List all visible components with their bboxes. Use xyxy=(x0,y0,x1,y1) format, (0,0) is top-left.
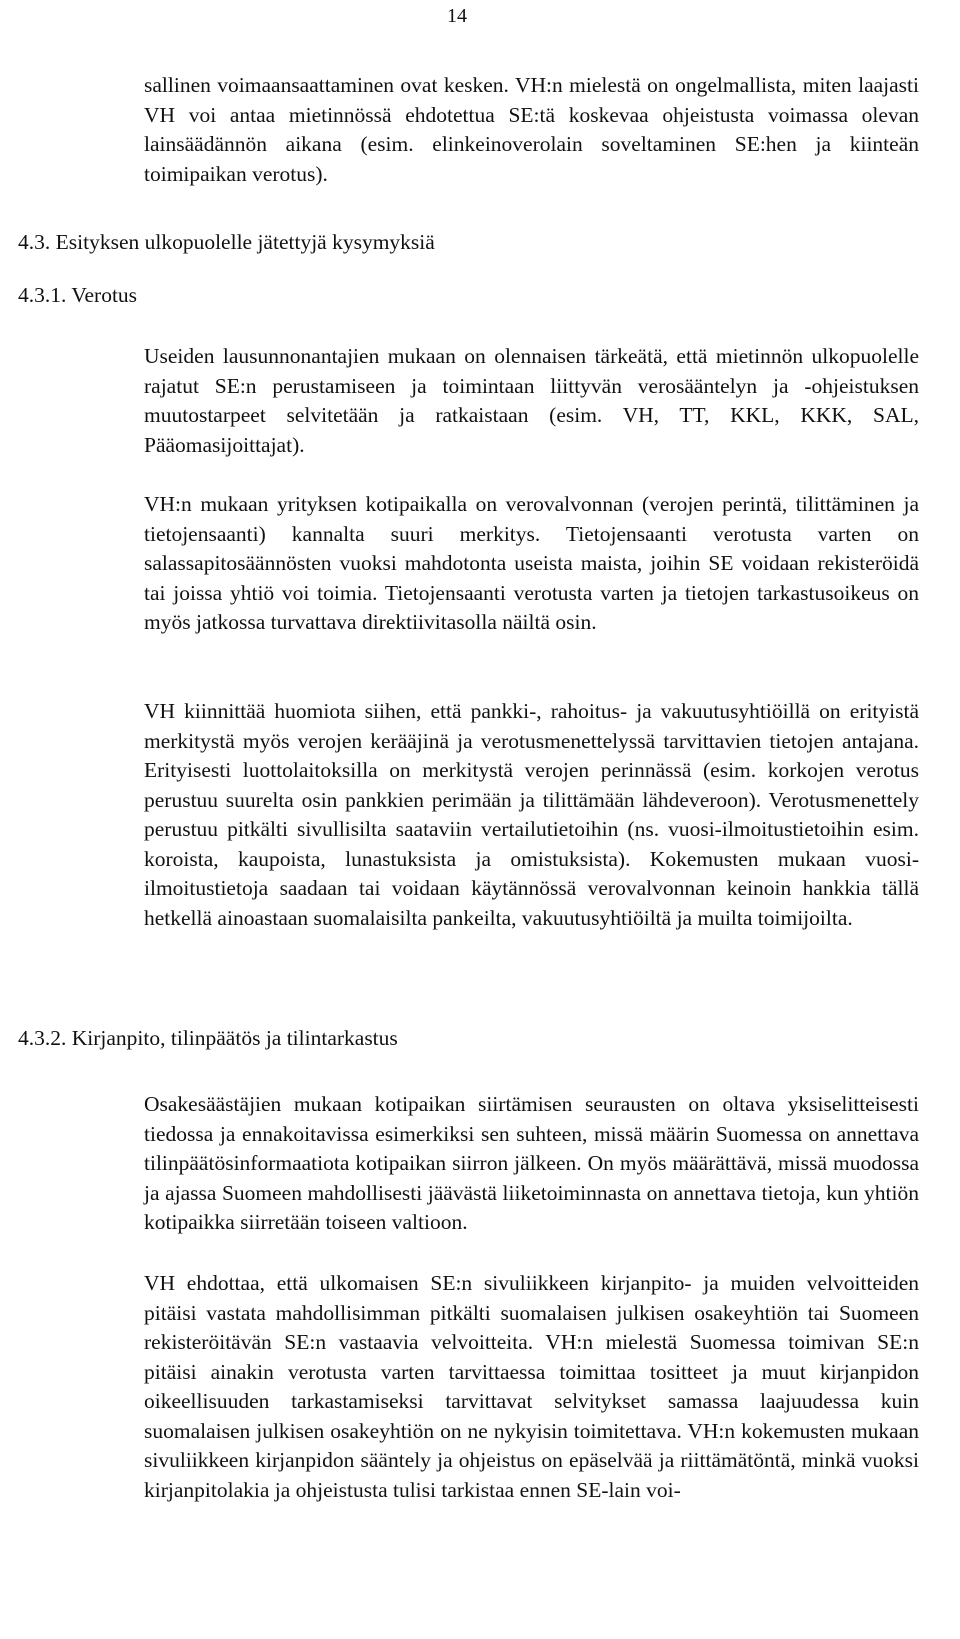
paragraph-verotus-3: VH kiinnittää huomiota siihen, että pankki-, rahoitus- ja vakuutusyhtiöillä on erityistä merkitystä myös verojen kerääjinä ja verotusmenettelyssä tarvittavien tietojen antajana. Erityisesti luottolaitoksilla on merkitystä verojen perinnässä (esim. korkojen verotus perustuu suurelta osin pankkien perimään ja tilittämään lähdeveroon). Verotusmenettely perustuu pitkälti sivullisilta saataviin vertailutietoihin (ns. vuosi-ilmoitustietoihin esim. koroista, kaupoista, lunastuksista ja omistuksista). Kokemusten mukaan vuosi-ilmoitustietoja saadaan tai voidaan käytännössä verovalvonnan keinoin hankkia tällä hetkellä ainoastaan suomalaisilta pankeilta, vakuutusyhtiöiltä ja muilta toimijoilta. xyxy=(144,699,919,930)
paragraph-verotus-1: Useiden lausunnonantajien mukaan on olennaisen tärkeätä, että mietinnön ulkopuolelle rajatut SE:n perustamiseen ja toimintaan liittyvän verosääntelyn ja -ohjeistuksen muutostarpeet selvitetään ja ratkaistaan (esim. VH, TT, KKL, KKK, SAL, Pääomasijoittajat). xyxy=(144,344,919,457)
paragraph-kirjanpito-1: Osakesäästäjien mukaan kotipaikan siirtämisen seurausten on oltava yksiselitteisesti tiedossa ja ennakoitavissa esimerkiksi sen suhteen, missä määrin Suomessa on annettava tilinpäätösinformaatiota kotipaikan siirron jälkeen. On myös määrättävä, missä muodossa ja ajassa Suomeen mahdollisesti jäävästä liiketoiminnasta on annettava tietoja, kun yhtiön kotipaikka siirretään toiseen valtioon. xyxy=(144,1092,919,1234)
paragraph-kirjanpito-2: VH ehdottaa, että ulkomaisen SE:n sivuliikkeen kirjanpito- ja muiden velvoitteiden pitäisi vastata mahdollisimman pitkälti suomalaisen julkisen osakeyhtiön tai Suomeen rekisteröitävän SE:n vastaavia velvoitteita. VH:n mielestä Suomessa toimivan SE:n pitäisi ainakin verotusta varten tarvittaessa toimittaa tositteet ja muut kirjanpidon oikeellisuuden tarkastamiseksi tarvittavat selvitykset samassa laajuudessa kuin suomalaisen julkisen osakeyhtiön on ne nykyisin toimitettava. VH:n kokemusten mukaan sivuliikkeen kirjanpidon sääntely ja ohjeistus on epäselvää ja riittämätöntä, minkä vuoksi kirjanpitolakia ja ohjeistusta tulisi tarkistaa ennen SE-lain voi- xyxy=(144,1271,919,1502)
paragraph-verotus-2: VH:n mukaan yrityksen kotipaikalla on verovalvonnan (verojen perintä, tilittäminen ja tietojensaanti) kannalta suuri merkitys. Tietojensaanti verotusta varten on salassapitosäännösten vuoksi mahdotonta useista maista, joihin SE voidaan rekisteröidä tai joissa yhtiö voi toimia. Tietojensaanti verotusta varten ja tietojen tarkastusoikeus on myös jatkossa turvattava direktiivitasolla näiltä osin. xyxy=(144,492,919,634)
heading-4-3: 4.3. Esityksen ulkopuolelle jätettyjä kysymyksiä xyxy=(18,230,435,254)
paragraph-intro: sallinen voimaansaattaminen ovat kesken. VH:n mielestä on ongelmallista, miten laajasti VH voi antaa mietinnössä ehdotettua SE:tä koskevaa ohjeistusta voimassa olevan lainsäädännön aikana (esim. elinkeinoverolain soveltaminen SE:hen ja kiinteän toimipaikan verotus). xyxy=(144,73,919,186)
heading-4-3-2: 4.3.2. Kirjanpito, tilinpäätös ja tilintarkastus xyxy=(18,1026,398,1050)
page-number: 14 xyxy=(447,5,467,27)
heading-4-3-1: 4.3.1. Verotus xyxy=(18,283,138,307)
